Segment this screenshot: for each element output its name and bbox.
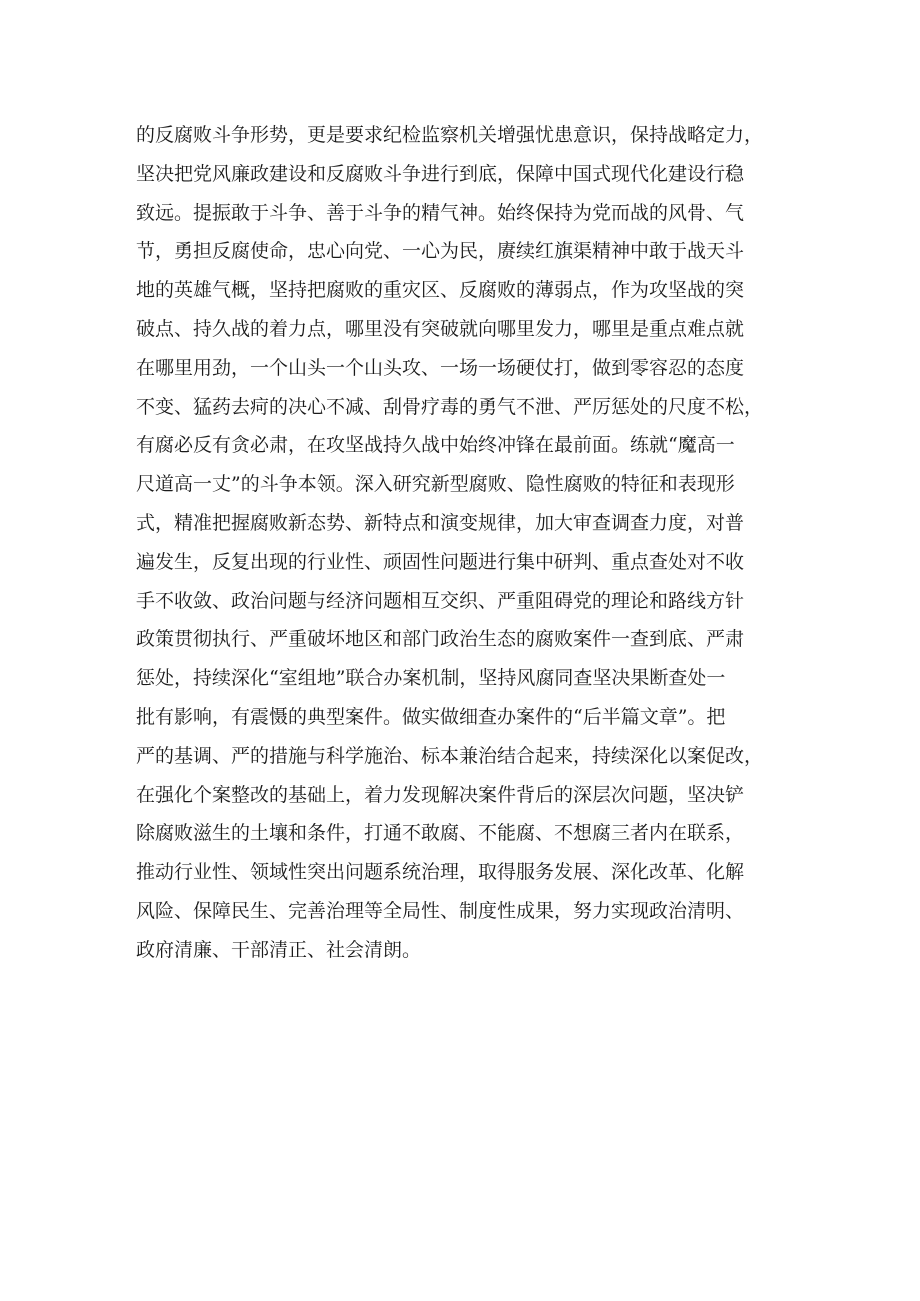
text-line: 推动行业性、领域性突出问题系统治理，取得服务发展、深化改革、化解 (136, 861, 745, 884)
text-line: 风险、保障民生、完善治理等全局性、制度性成果，努力实现政治清明、 (136, 899, 745, 922)
text-line: 有腐必反有贪必肃，在攻坚战持久战中始终冲锋在最前面。练就“魔高一 (136, 434, 735, 457)
text-line: 尺道高一丈”的斗争本领。深入研究新型腐败、隐性腐败的特征和表现形 (136, 473, 735, 496)
text-line: 政策贯彻执行、严重破坏地区和部门政治生态的腐败案件一查到底、严肃 (136, 628, 745, 651)
text-line: 的反腐败斗争形势，更是要求纪检监察机关增强忧患意识，保持战略定力， (136, 124, 764, 146)
text-line: 式，精准把握腐败新态势、新特点和演变规律，加大审查调查力度，对普 (136, 511, 745, 534)
text-line: 坚决把党风廉政建设和反腐败斗争进行到底，保障中国式现代化建设行稳 (136, 162, 745, 185)
text-line: 不变、猛药去疴的决心不减、刮骨疗毒的勇气不泄、严厉惩处的尺度不松， (136, 395, 764, 418)
text-line: 政府清廉、干部清正、社会清朗。 (136, 938, 422, 961)
text-line: 破点、持久战的着力点，哪里没有突破就向哪里发力，哪里是重点难点就 (136, 317, 745, 340)
body-paragraph (136, 116, 800, 970)
text-line: 批有影响，有震慑的典型案件。做实做细查办案件的“后半篇文章”。把 (136, 705, 726, 728)
text-line: 致远。提振敢于斗争、善于斗争的精气神。始终保持为党而战的风骨、气 (136, 201, 745, 224)
text-line: 惩处，持续深化“室组地”联合办案机制，坚持风腐同查坚决果断查处一 (136, 667, 726, 690)
text-line: 节，勇担反腐使命，忠心向党、一心为民，赓续红旗渠精神中敢于战天斗 (136, 240, 745, 263)
text-line: 在哪里用劲，一个山头一个山头攻、一场一场硬仗打，做到零容忍的态度 (136, 356, 745, 379)
text-line: 手不收敛、政治问题与经济问题相互交织、严重阻碍党的理论和路线方针 (136, 589, 745, 612)
text-line: 遍发生，反复出现的行业性、顽固性问题进行集中研判、重点查处对不收 (136, 550, 745, 573)
text-line: 在强化个案整改的基础上，着力发现解决案件背后的深层次问题，坚决铲 (136, 783, 745, 806)
text-line: 除腐败滋生的土壤和条件，打通不敢腐、不能腐、不想腐三者内在联系， (136, 822, 745, 845)
text-line: 严的基调、严的措施与科学施治、标本兼治结合起来，持续深化以案促改， (136, 744, 764, 767)
text-line: 地的英雄气概，坚持把腐败的重灾区、反腐败的薄弱点，作为攻坚战的突 (136, 279, 745, 302)
